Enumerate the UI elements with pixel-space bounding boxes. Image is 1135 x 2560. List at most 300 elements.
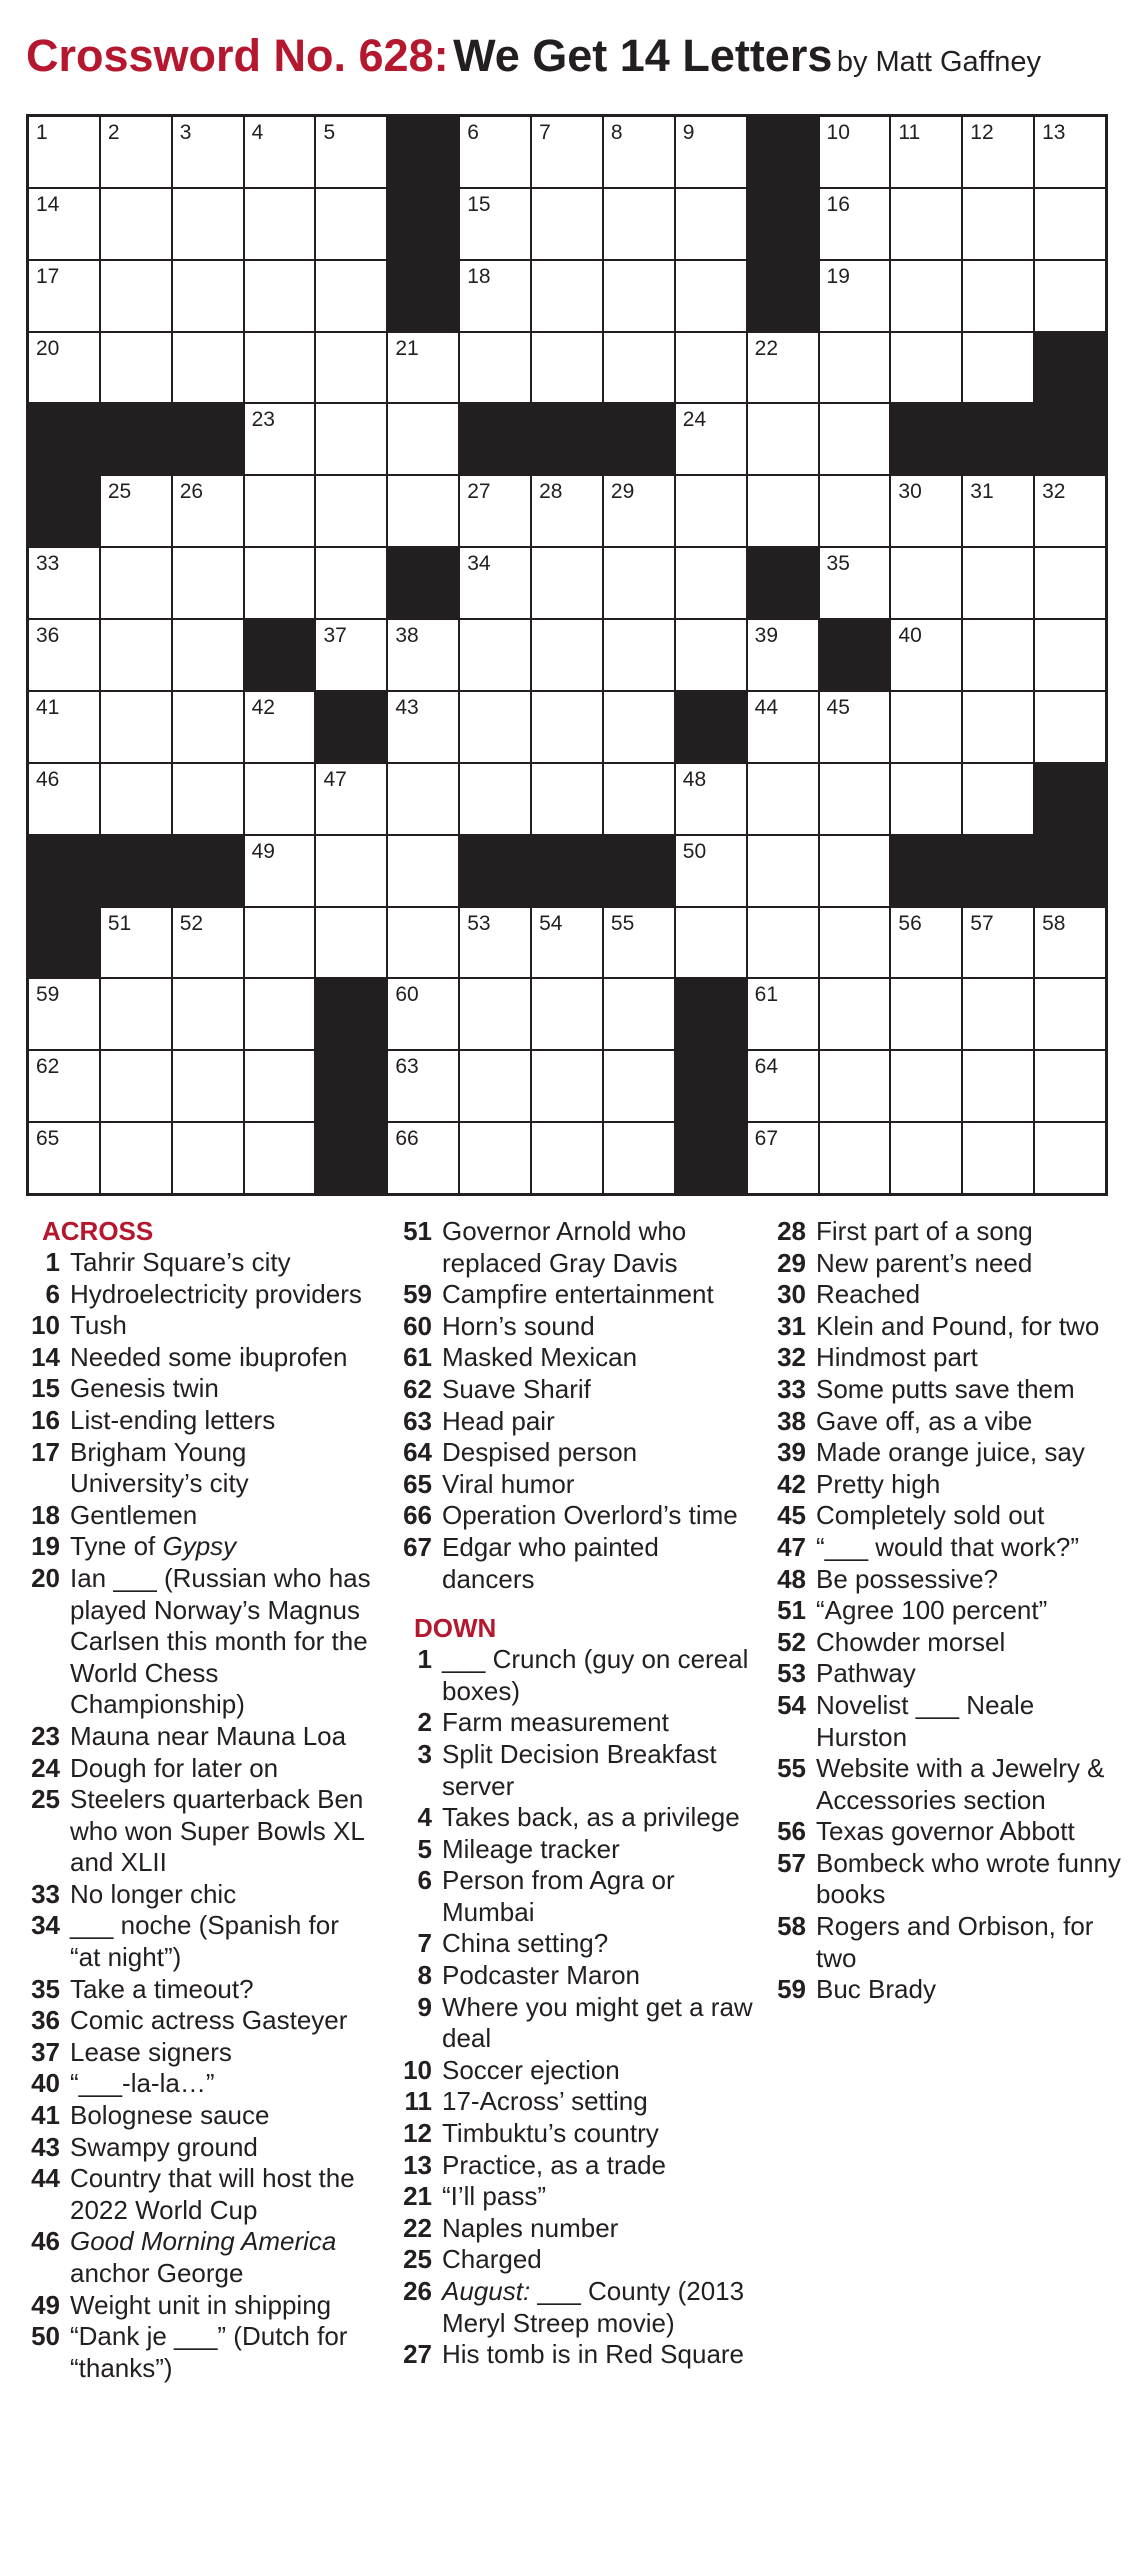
grid-cell[interactable] <box>963 979 1033 1049</box>
grid-cell[interactable] <box>101 1123 171 1193</box>
clue-text: Edgar who painted dancers <box>442 1531 659 1594</box>
grid-cell[interactable] <box>245 548 315 618</box>
grid-cell[interactable] <box>460 1051 530 1121</box>
grid-cell[interactable] <box>963 548 1033 618</box>
grid-cell[interactable] <box>532 908 602 978</box>
grid-cell[interactable] <box>388 764 458 834</box>
clue-text: China setting? <box>442 1928 609 1959</box>
grid-cell[interactable] <box>676 404 746 474</box>
grid-cell[interactable] <box>460 261 530 331</box>
clue-number: 30 <box>777 1279 806 1310</box>
clue-text: Needed some ibuprofen <box>70 1341 348 1372</box>
down-heading: DOWN <box>414 1613 497 1644</box>
clue-number: 64 <box>403 1437 432 1468</box>
black-square <box>1035 764 1105 834</box>
grid-cell[interactable] <box>29 764 99 834</box>
grid-cell[interactable] <box>748 333 818 403</box>
grid-cell[interactable] <box>173 620 243 690</box>
grid-cell[interactable] <box>820 117 890 187</box>
grid-cell[interactable] <box>29 189 99 259</box>
clue-text: Practice, as a trade <box>442 2149 666 2180</box>
grid-cell[interactable] <box>676 189 746 259</box>
clue <box>26 1342 376 1374</box>
clue-text: Bolognese sauce <box>70 2100 270 2131</box>
grid-cell[interactable] <box>676 333 746 403</box>
cell-number: 59 <box>36 983 60 1007</box>
grid-cell[interactable] <box>316 333 386 403</box>
cell-number: 35 <box>826 552 850 576</box>
grid-cell[interactable] <box>963 1051 1033 1121</box>
grid-cell[interactable] <box>173 1051 243 1121</box>
grid-cell[interactable] <box>532 764 602 834</box>
grid-cell[interactable] <box>101 333 171 403</box>
clue <box>398 2055 758 2087</box>
grid-cell[interactable] <box>676 117 746 187</box>
clue-number: 32 <box>777 1342 806 1373</box>
grid-cell[interactable] <box>460 692 530 762</box>
grid-cell[interactable] <box>820 764 890 834</box>
grid-cell[interactable] <box>245 476 315 546</box>
cell-number: 23 <box>251 408 275 432</box>
grid-cell[interactable] <box>460 548 530 618</box>
grid-cell[interactable] <box>891 692 961 762</box>
grid-cell[interactable] <box>820 692 890 762</box>
clue <box>398 1739 758 1802</box>
grid-cell[interactable] <box>1035 908 1105 978</box>
clue <box>398 1960 758 1992</box>
grid-cell[interactable] <box>245 1123 315 1193</box>
grid-cell[interactable] <box>532 476 602 546</box>
grid-cell[interactable] <box>748 908 818 978</box>
cell-number: 47 <box>323 767 347 791</box>
clue <box>26 1373 376 1405</box>
grid-cell[interactable] <box>532 261 602 331</box>
clue-text: Ian ___ (Russian who has played Norway’s Magnus Carlsen this month for the World Chess Championship) <box>70 1562 371 1720</box>
cell-number: 33 <box>36 552 60 576</box>
grid-cell[interactable] <box>604 908 674 978</box>
cell-number: 29 <box>610 480 635 504</box>
grid-cell[interactable] <box>604 117 674 187</box>
grid-cell[interactable] <box>245 404 315 474</box>
grid-cell[interactable] <box>101 261 171 331</box>
grid-cell[interactable] <box>604 1123 674 1193</box>
grid-cell[interactable] <box>963 261 1033 331</box>
cell-number: 21 <box>395 336 419 360</box>
grid-cell[interactable] <box>604 979 674 1049</box>
clue-text: Completely sold out <box>816 1500 1045 1531</box>
grid-cell[interactable] <box>963 692 1033 762</box>
cell-number: 61 <box>754 983 779 1007</box>
grid-cell[interactable] <box>245 979 315 1049</box>
grid-cell[interactable] <box>604 548 674 618</box>
grid-cell[interactable] <box>748 836 818 906</box>
grid-cell[interactable] <box>891 117 961 187</box>
grid-cell[interactable] <box>891 979 961 1049</box>
grid-cell[interactable] <box>891 764 961 834</box>
grid-cell[interactable] <box>963 189 1033 259</box>
clue <box>398 1834 758 1866</box>
black-square <box>245 620 315 690</box>
grid-cell[interactable] <box>29 1051 99 1121</box>
grid-cell[interactable] <box>748 764 818 834</box>
grid-cell[interactable] <box>532 333 602 403</box>
black-square <box>748 261 818 331</box>
clue <box>398 2339 758 2371</box>
grid-cell[interactable] <box>29 692 99 762</box>
cell-number: 18 <box>467 264 491 288</box>
clue-number: 10 <box>403 2054 432 2085</box>
grid-cell[interactable] <box>963 620 1033 690</box>
grid-cell[interactable] <box>29 548 99 618</box>
clue-text: Steelers quarterback Ben who won Super Bowls XL and XLII <box>70 1784 364 1878</box>
grid-cell[interactable] <box>604 692 674 762</box>
clue-text: Tush <box>70 1310 127 1341</box>
clue <box>398 1406 758 1438</box>
grid-cell[interactable] <box>316 836 386 906</box>
grid-cell[interactable] <box>1035 261 1105 331</box>
grid-cell[interactable] <box>101 979 171 1049</box>
grid-cell[interactable] <box>963 764 1033 834</box>
grid-cell[interactable] <box>532 1123 602 1193</box>
grid-cell[interactable] <box>173 333 243 403</box>
clue-number: 45 <box>777 1500 806 1531</box>
clue <box>772 1374 1122 1406</box>
grid-cell[interactable] <box>532 979 602 1049</box>
grid-cell[interactable] <box>316 404 386 474</box>
grid-cell[interactable] <box>101 476 171 546</box>
black-square <box>101 404 171 474</box>
grid-cell[interactable] <box>101 189 171 259</box>
grid-cell[interactable] <box>1035 1123 1105 1193</box>
grid-cell[interactable] <box>460 117 530 187</box>
grid-cell[interactable] <box>891 908 961 978</box>
clue <box>26 1563 376 1721</box>
black-square <box>748 117 818 187</box>
grid-cell[interactable] <box>388 620 458 690</box>
grid-cell[interactable] <box>316 620 386 690</box>
grid-cell[interactable] <box>891 1051 961 1121</box>
grid-cell[interactable] <box>460 1123 530 1193</box>
clue-number: 54 <box>777 1689 806 1720</box>
grid-cell[interactable] <box>676 620 746 690</box>
grid-cell[interactable] <box>1035 117 1105 187</box>
grid-cell[interactable] <box>820 189 890 259</box>
grid-cell[interactable] <box>820 476 890 546</box>
clue <box>26 2290 376 2322</box>
grid-cell[interactable] <box>532 117 602 187</box>
grid-cell[interactable] <box>101 1051 171 1121</box>
grid-cell[interactable] <box>245 836 315 906</box>
cell-number: 58 <box>1042 911 1066 935</box>
clue <box>772 1342 1122 1374</box>
clue <box>26 1784 376 1879</box>
grid-cell[interactable] <box>101 908 171 978</box>
grid-cell[interactable] <box>963 333 1033 403</box>
grid-cell[interactable] <box>604 189 674 259</box>
grid-cell[interactable] <box>748 404 818 474</box>
grid-cell[interactable] <box>245 117 315 187</box>
grid-cell[interactable] <box>460 979 530 1049</box>
grid-cell[interactable] <box>173 692 243 762</box>
grid-cell[interactable] <box>532 620 602 690</box>
clue <box>398 2213 758 2245</box>
grid-cell[interactable] <box>604 620 674 690</box>
grid-cell[interactable] <box>460 764 530 834</box>
grid-cell[interactable] <box>891 548 961 618</box>
grid-cell[interactable] <box>245 764 315 834</box>
grid-cell[interactable] <box>748 1123 818 1193</box>
grid-cell[interactable] <box>820 836 890 906</box>
grid-cell[interactable] <box>29 261 99 331</box>
grid-cell[interactable] <box>1035 476 1105 546</box>
clue-number: 62 <box>403 1373 432 1404</box>
grid-cell[interactable] <box>676 476 746 546</box>
clue <box>26 2037 376 2069</box>
grid-cell[interactable] <box>316 908 386 978</box>
cell-number: 67 <box>754 1127 779 1151</box>
grid-cell[interactable] <box>388 979 458 1049</box>
grid-cell[interactable] <box>963 1123 1033 1193</box>
black-square <box>891 836 961 906</box>
grid-cell[interactable] <box>101 764 171 834</box>
grid-cell[interactable] <box>460 333 530 403</box>
clue-text: Split Decision Breakfast server <box>442 1738 717 1801</box>
grid-cell[interactable] <box>316 189 386 259</box>
grid-cell[interactable] <box>388 333 458 403</box>
grid-cell[interactable] <box>676 836 746 906</box>
cell-number: 17 <box>36 264 60 288</box>
grid-cell[interactable] <box>820 908 890 978</box>
grid-cell[interactable] <box>748 1051 818 1121</box>
grid-cell[interactable] <box>676 764 746 834</box>
grid-cell[interactable] <box>532 189 602 259</box>
grid-cell[interactable] <box>748 692 818 762</box>
grid-cell[interactable] <box>173 764 243 834</box>
grid-cell[interactable] <box>820 1123 890 1193</box>
grid-cell[interactable] <box>173 1123 243 1193</box>
clue-text: Campfire entertainment <box>442 1279 714 1310</box>
grid-cell[interactable] <box>388 1123 458 1193</box>
clue-text: Takes back, as a privilege <box>442 1802 740 1833</box>
grid-cell[interactable] <box>963 476 1033 546</box>
grid-cell[interactable] <box>29 1123 99 1193</box>
grid-cell[interactable] <box>173 189 243 259</box>
grid-cell[interactable] <box>460 476 530 546</box>
clue <box>772 1532 1122 1564</box>
black-square <box>676 1051 746 1121</box>
grid-cell[interactable] <box>891 189 961 259</box>
grid-cell[interactable] <box>388 908 458 978</box>
grid-cell[interactable] <box>388 692 458 762</box>
black-square <box>101 836 171 906</box>
grid-cell[interactable] <box>532 1051 602 1121</box>
clue-text: First part of a song <box>816 1216 1033 1246</box>
grid-cell[interactable] <box>388 476 458 546</box>
cell-number: 31 <box>970 480 994 504</box>
puzzle-name: We Get 14 Letters <box>453 30 833 81</box>
grid-cell[interactable] <box>676 548 746 618</box>
clue <box>772 1816 1122 1848</box>
black-square <box>1035 333 1105 403</box>
clue-number: 36 <box>31 2005 60 2036</box>
clue <box>772 1437 1122 1469</box>
grid-cell[interactable] <box>604 476 674 546</box>
clue-number: 3 <box>417 1738 432 1769</box>
grid-cell[interactable] <box>891 476 961 546</box>
cell-number: 32 <box>1042 480 1066 504</box>
grid-cell[interactable] <box>1035 692 1105 762</box>
grid-cell[interactable] <box>604 333 674 403</box>
cell-number: 28 <box>539 480 563 504</box>
grid-cell[interactable] <box>101 117 171 187</box>
grid-cell[interactable] <box>820 333 890 403</box>
clue-text: Klein and Pound, for two <box>816 1310 1100 1341</box>
grid-cell[interactable] <box>676 261 746 331</box>
clue <box>26 1531 376 1563</box>
grid-cell[interactable] <box>460 620 530 690</box>
grid-cell[interactable] <box>748 979 818 1049</box>
grid-cell[interactable] <box>891 620 961 690</box>
grid-cell[interactable] <box>891 261 961 331</box>
grid-cell[interactable] <box>101 692 171 762</box>
cell-number: 65 <box>36 1127 60 1151</box>
cell-number: 45 <box>826 695 850 719</box>
grid-cell[interactable] <box>173 261 243 331</box>
clue <box>26 2226 376 2289</box>
grid-cell[interactable] <box>173 117 243 187</box>
grid-cell[interactable] <box>1035 189 1105 259</box>
grid-cell[interactable] <box>173 979 243 1049</box>
grid-cell[interactable] <box>820 548 890 618</box>
cell-number: 48 <box>682 767 707 791</box>
grid-cell[interactable] <box>963 908 1033 978</box>
black-square <box>604 404 674 474</box>
grid-cell[interactable] <box>532 548 602 618</box>
grid-cell[interactable] <box>532 692 602 762</box>
grid-cell[interactable] <box>173 908 243 978</box>
cell-number: 43 <box>395 695 419 719</box>
grid-cell[interactable] <box>676 908 746 978</box>
grid-cell[interactable] <box>316 476 386 546</box>
clue-column-3 <box>772 1216 1122 2006</box>
clue-number: 35 <box>31 1973 60 2004</box>
clue <box>398 1644 758 1707</box>
clue <box>26 1437 376 1500</box>
grid-cell[interactable] <box>245 908 315 978</box>
grid-cell[interactable] <box>29 979 99 1049</box>
grid-cell[interactable] <box>1035 979 1105 1049</box>
clue <box>26 2100 376 2132</box>
clue <box>398 1216 758 1279</box>
clue-number: 22 <box>403 2212 432 2243</box>
grid-cell[interactable] <box>316 548 386 618</box>
clue <box>772 1911 1122 1974</box>
cell-number: 26 <box>179 480 204 504</box>
grid-cell[interactable] <box>820 1051 890 1121</box>
cell-number: 50 <box>682 839 707 863</box>
clue <box>772 1658 1122 1690</box>
grid-cell[interactable] <box>245 189 315 259</box>
clue-number: 55 <box>777 1753 806 1784</box>
clue <box>26 1247 376 1279</box>
clue <box>398 1928 758 1960</box>
clue-text: Charged <box>442 2244 542 2275</box>
clue-text: Be possessive? <box>816 1563 999 1594</box>
clue-number: 2 <box>417 1707 432 1738</box>
grid-cell[interactable] <box>748 476 818 546</box>
grid-cell[interactable] <box>388 1051 458 1121</box>
clue-number: 4 <box>417 1802 432 1833</box>
clue-text: New parent’s need <box>816 1247 1033 1278</box>
clue <box>398 1500 758 1532</box>
black-square <box>388 261 458 331</box>
grid-cell[interactable] <box>820 979 890 1049</box>
grid-cell[interactable] <box>29 620 99 690</box>
clue <box>772 1279 1122 1311</box>
clue-number: 57 <box>777 1847 806 1878</box>
clue <box>26 2163 376 2226</box>
grid-cell[interactable] <box>820 261 890 331</box>
grid-cell[interactable] <box>460 908 530 978</box>
cell-number: 4 <box>251 121 264 144</box>
grid-cell[interactable] <box>388 404 458 474</box>
grid-cell[interactable] <box>748 620 818 690</box>
grid-cell[interactable] <box>316 117 386 187</box>
grid-cell[interactable] <box>388 836 458 906</box>
clue-number: 44 <box>31 2163 60 2194</box>
grid-cell[interactable] <box>29 333 99 403</box>
grid-cell[interactable] <box>173 548 243 618</box>
grid-cell[interactable] <box>604 261 674 331</box>
clue-text: Bombeck who wrote funny books <box>816 1847 1121 1910</box>
grid-cell[interactable] <box>820 404 890 474</box>
clue-text: Swampy ground <box>70 2131 258 2162</box>
grid-cell[interactable] <box>1035 620 1105 690</box>
grid-cell[interactable] <box>101 548 171 618</box>
clue <box>398 1707 758 1739</box>
black-square <box>963 836 1033 906</box>
clue-text: Made orange juice, say <box>816 1437 1085 1468</box>
grid-cell[interactable] <box>604 1051 674 1121</box>
clue-text: Pretty high <box>816 1468 941 1499</box>
grid-cell[interactable] <box>173 476 243 546</box>
clue-text: Hydroelectricity providers <box>70 1278 362 1309</box>
grid-cell[interactable] <box>1035 548 1105 618</box>
grid-cell[interactable] <box>316 261 386 331</box>
black-square <box>316 692 386 762</box>
grid-cell[interactable] <box>29 117 99 187</box>
grid-cell[interactable] <box>963 117 1033 187</box>
grid-cell[interactable] <box>891 1123 961 1193</box>
grid-cell[interactable] <box>245 1051 315 1121</box>
grid-cell[interactable] <box>1035 1051 1105 1121</box>
grid-cell[interactable] <box>891 333 961 403</box>
grid-cell[interactable] <box>245 692 315 762</box>
clue-number: 60 <box>403 1310 432 1341</box>
grid-cell[interactable] <box>460 189 530 259</box>
clue-number: 29 <box>777 1247 806 1278</box>
grid-cell[interactable] <box>316 764 386 834</box>
grid-cell[interactable] <box>245 261 315 331</box>
cell-number: 3 <box>179 121 192 144</box>
cell-number: 54 <box>539 911 563 935</box>
clue-number: 42 <box>777 1468 806 1499</box>
cell-number: 63 <box>395 1055 419 1079</box>
grid-cell[interactable] <box>245 333 315 403</box>
clue-number: 6 <box>417 1865 432 1896</box>
grid-cell[interactable] <box>101 620 171 690</box>
grid-cell[interactable] <box>604 764 674 834</box>
